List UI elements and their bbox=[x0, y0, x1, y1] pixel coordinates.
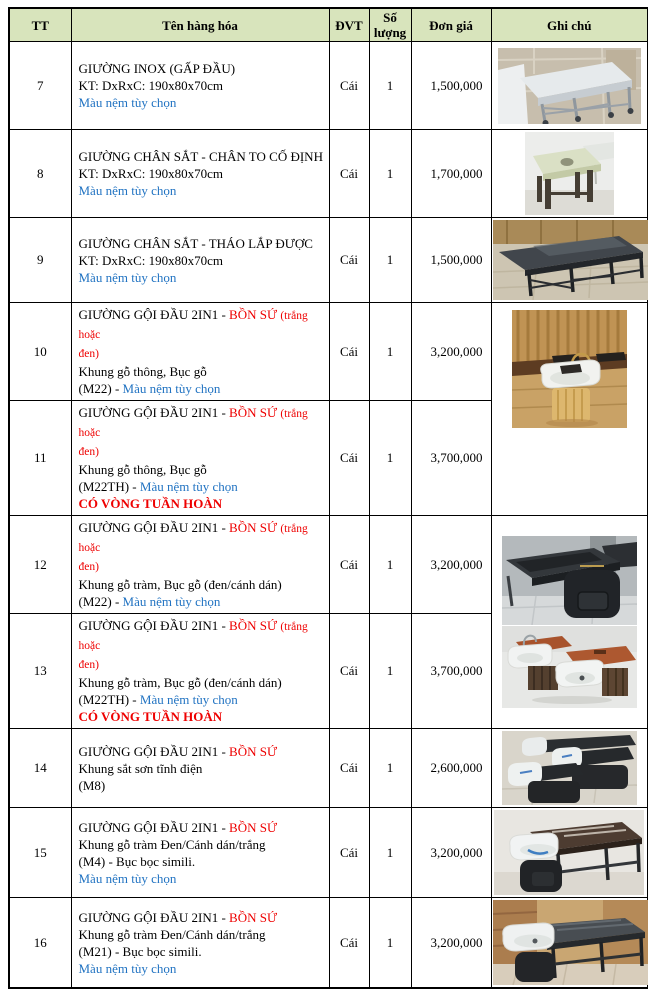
product-text: (M22TH) - bbox=[79, 479, 140, 494]
product-text: (trắng hoặc bbox=[79, 310, 308, 341]
product-text-line bbox=[79, 593, 325, 610]
product-text: GIƯỜNG CHÂN SẮT - THÁO LẮP ĐƯỢC bbox=[79, 236, 313, 251]
table-row bbox=[9, 218, 648, 303]
product-text-line bbox=[79, 943, 325, 960]
product-text: Khung gỗ tràm, Bục gỗ (đen/cánh dán) bbox=[79, 577, 282, 592]
color-option-link[interactable]: Màu nệm tùy chọn bbox=[79, 183, 177, 198]
product-text: (M21) - Bục bọc simili. bbox=[79, 944, 202, 959]
product-text: (M8) bbox=[79, 778, 106, 793]
product-name-cell bbox=[71, 614, 329, 729]
product-text-line bbox=[79, 252, 325, 269]
quantity-cell: 1 bbox=[369, 614, 411, 729]
product-text-line bbox=[79, 708, 325, 725]
header-note: Ghi chú bbox=[491, 8, 648, 42]
product-text: Khung gỗ thông, Bục gỗ bbox=[79, 364, 207, 379]
unit-price-cell: 3,200,000 bbox=[411, 303, 491, 401]
quantity-cell: 1 bbox=[369, 516, 411, 614]
product-name-cell bbox=[71, 729, 329, 808]
product-text: đen) bbox=[79, 446, 99, 458]
table-row bbox=[9, 898, 648, 989]
product-text: KT: DxRxC: 190x80x70cm bbox=[79, 78, 224, 93]
unit-price-cell: 3,700,000 bbox=[411, 614, 491, 729]
product-name-cell bbox=[71, 130, 329, 218]
quantity-cell: 1 bbox=[369, 42, 411, 130]
product-text: (trắng hoặc bbox=[79, 408, 308, 439]
photo-cell bbox=[491, 218, 648, 303]
product-text-line bbox=[79, 557, 325, 576]
product-text-line bbox=[79, 269, 325, 286]
unit-price-cell: 3,200,000 bbox=[411, 808, 491, 898]
product-text: BỒN SỨ bbox=[229, 405, 280, 420]
product-text: BỒN SỨ bbox=[229, 744, 277, 759]
product-text-line bbox=[79, 60, 325, 77]
product-photo-inox-bed bbox=[493, 48, 647, 124]
product-text-line bbox=[79, 617, 325, 655]
product-text: (M22TH) - bbox=[79, 692, 140, 707]
product-text: KT: DxRxC: 190x80x70cm bbox=[79, 253, 224, 268]
row-number-cell: 7 bbox=[9, 42, 71, 130]
quantity-cell: 1 bbox=[369, 303, 411, 401]
product-photo-black-shampoo-bed bbox=[493, 536, 647, 625]
price-table-body bbox=[9, 42, 648, 989]
product-text-line bbox=[79, 743, 325, 760]
row-number-cell: 13 bbox=[9, 614, 71, 729]
color-option-link[interactable]: Màu nệm tùy chọn bbox=[79, 871, 177, 886]
product-photo-black-shampoo-multi bbox=[493, 731, 647, 805]
unit-cell: Cái bbox=[329, 303, 369, 401]
product-text: CÓ VÒNG TUẦN HOÀN bbox=[79, 496, 223, 511]
product-text-line bbox=[79, 674, 325, 691]
product-text: Khung gỗ tràm Đen/Cánh dán/trắng bbox=[79, 837, 266, 852]
product-text-line bbox=[79, 344, 325, 363]
unit-cell: Cái bbox=[329, 898, 369, 989]
table-row bbox=[9, 303, 648, 401]
product-text-line bbox=[79, 148, 325, 165]
product-text: GIƯỜNG GỘI ĐẦU 2IN1 - bbox=[79, 744, 230, 759]
unit-cell: Cái bbox=[329, 42, 369, 130]
product-text-line bbox=[79, 306, 325, 344]
row-number-cell: 14 bbox=[9, 729, 71, 808]
product-text: đen) bbox=[79, 659, 99, 671]
color-option-link[interactable]: Màu nệm tùy chọn bbox=[140, 479, 238, 494]
product-text-line bbox=[79, 836, 325, 853]
color-option-link[interactable]: Màu nệm tùy chọn bbox=[79, 270, 177, 285]
product-text: CÓ VÒNG TUẦN HOÀN bbox=[79, 709, 223, 724]
product-text: BỒN SỨ bbox=[229, 618, 280, 633]
product-text-line bbox=[79, 77, 325, 94]
photo-cell bbox=[491, 898, 648, 989]
product-name-cell bbox=[71, 303, 329, 401]
product-text-line bbox=[79, 519, 325, 557]
color-option-link[interactable]: Màu nệm tùy chọn bbox=[123, 381, 221, 396]
product-text-line bbox=[79, 853, 325, 870]
product-photo-steel-leg-stool bbox=[493, 132, 647, 215]
color-option-link[interactable]: Màu nệm tùy chọn bbox=[140, 692, 238, 707]
product-text: (trắng hoặc bbox=[79, 621, 308, 652]
product-photo-glossy-shampoo-bed bbox=[493, 810, 647, 895]
product-text-line bbox=[79, 909, 325, 926]
product-text: GIƯỜNG INOX (GẤP ĐẦU) bbox=[79, 61, 236, 76]
product-text-line bbox=[79, 235, 325, 252]
product-text-line bbox=[79, 870, 325, 887]
product-text-line bbox=[79, 926, 325, 943]
product-text: GIƯỜNG GỘI ĐẦU 2IN1 - bbox=[79, 307, 230, 322]
product-text: BỒN SỨ bbox=[229, 520, 280, 535]
row-number-cell: 9 bbox=[9, 218, 71, 303]
table-row bbox=[9, 516, 648, 614]
product-text-line bbox=[79, 760, 325, 777]
unit-cell: Cái bbox=[329, 130, 369, 218]
product-text-line bbox=[79, 442, 325, 461]
product-text-line bbox=[79, 404, 325, 442]
header-unit: ĐVT bbox=[329, 8, 369, 42]
product-text-line bbox=[79, 461, 325, 478]
color-option-link[interactable]: Màu nệm tùy chọn bbox=[123, 594, 221, 609]
row-number-cell: 16 bbox=[9, 898, 71, 989]
photo-cell bbox=[491, 516, 648, 729]
header-quantity: Số lượng bbox=[369, 8, 411, 42]
unit-cell: Cái bbox=[329, 218, 369, 303]
photo-cell bbox=[491, 303, 648, 516]
quantity-cell: 1 bbox=[369, 898, 411, 989]
unit-cell: Cái bbox=[329, 614, 369, 729]
product-name-cell bbox=[71, 218, 329, 303]
product-text: BỒN SỨ bbox=[229, 820, 277, 835]
product-text: BỒN SỨ bbox=[229, 910, 277, 925]
product-name-cell bbox=[71, 898, 329, 989]
unit-price-cell: 1,700,000 bbox=[411, 130, 491, 218]
product-text-line bbox=[79, 363, 325, 380]
unit-cell: Cái bbox=[329, 516, 369, 614]
header-row bbox=[9, 8, 648, 42]
row-number-cell: 11 bbox=[9, 401, 71, 516]
photo-cell bbox=[491, 808, 648, 898]
product-text: (M22) - bbox=[79, 594, 123, 609]
product-photo-dark-steel-bed bbox=[493, 220, 647, 300]
photo-cell bbox=[491, 42, 648, 130]
product-text-line bbox=[79, 165, 325, 182]
product-photo-wood-shampoo-bed bbox=[493, 310, 647, 428]
quantity-cell: 1 bbox=[369, 130, 411, 218]
product-text: GIƯỜNG GỘI ĐẦU 2IN1 - bbox=[79, 910, 230, 925]
product-text: (M4) - Bục bọc simili. bbox=[79, 854, 196, 869]
product-name-cell bbox=[71, 42, 329, 130]
unit-price-cell: 3,700,000 bbox=[411, 401, 491, 516]
product-text-line bbox=[79, 94, 325, 111]
unit-cell: Cái bbox=[329, 808, 369, 898]
product-text-line bbox=[79, 691, 325, 708]
table-row bbox=[9, 130, 648, 218]
product-text: BỒN SỨ bbox=[229, 307, 280, 322]
unit-price-cell: 1,500,000 bbox=[411, 42, 491, 130]
header-product-name: Tên hàng hóa bbox=[71, 8, 329, 42]
product-text-line bbox=[79, 478, 325, 495]
product-name-cell bbox=[71, 808, 329, 898]
product-text-line bbox=[79, 777, 325, 794]
product-text-line bbox=[79, 576, 325, 593]
product-text: Khung gỗ thông, Bục gỗ bbox=[79, 462, 207, 477]
table-row bbox=[9, 42, 648, 130]
product-text-line bbox=[79, 655, 325, 674]
product-text: (trắng hoặc bbox=[79, 523, 308, 554]
color-option-link[interactable]: Màu nệm tùy chọn bbox=[79, 961, 177, 976]
quantity-cell: 1 bbox=[369, 218, 411, 303]
product-text: Khung gỗ tràm, Bục gỗ (đen/cánh dán) bbox=[79, 675, 282, 690]
header-unit-price: Đơn giá bbox=[411, 8, 491, 42]
product-text-line bbox=[79, 495, 325, 512]
photo-cell bbox=[491, 729, 648, 808]
product-text: GIƯỜNG GỘI ĐẦU 2IN1 - bbox=[79, 405, 230, 420]
product-photo-brown-shampoo-beds bbox=[493, 626, 647, 708]
unit-price-cell: 2,600,000 bbox=[411, 729, 491, 808]
table-row bbox=[9, 808, 648, 898]
product-text: đen) bbox=[79, 348, 99, 360]
product-text: (M22) - bbox=[79, 381, 123, 396]
unit-price-cell: 3,200,000 bbox=[411, 898, 491, 989]
product-text-line bbox=[79, 380, 325, 397]
product-text: đen) bbox=[79, 561, 99, 573]
price-table bbox=[8, 7, 648, 989]
product-text: Khung sắt sơn tĩnh điện bbox=[79, 761, 203, 776]
product-name-cell bbox=[71, 516, 329, 614]
row-number-cell: 12 bbox=[9, 516, 71, 614]
product-text: KT: DxRxC: 190x80x70cm bbox=[79, 166, 224, 181]
product-text-line bbox=[79, 182, 325, 199]
quantity-cell: 1 bbox=[369, 808, 411, 898]
table-header bbox=[9, 8, 648, 42]
product-photo-dark-top-shampoo-bed bbox=[493, 900, 647, 985]
row-number-cell: 8 bbox=[9, 130, 71, 218]
header-tt: TT bbox=[9, 8, 71, 42]
product-text: GIƯỜNG CHÂN SẮT - CHÂN TO CỐ ĐỊNH bbox=[79, 149, 323, 164]
product-text: GIƯỜNG GỘI ĐẦU 2IN1 - bbox=[79, 520, 230, 535]
product-text-line bbox=[79, 819, 325, 836]
unit-cell: Cái bbox=[329, 401, 369, 516]
row-number-cell: 10 bbox=[9, 303, 71, 401]
quantity-cell: 1 bbox=[369, 401, 411, 516]
row-number-cell: 15 bbox=[9, 808, 71, 898]
photo-cell bbox=[491, 130, 648, 218]
product-text: GIƯỜNG GỘI ĐẦU 2IN1 - bbox=[79, 820, 230, 835]
table-row bbox=[9, 729, 648, 808]
product-text: GIƯỜNG GỘI ĐẦU 2IN1 - bbox=[79, 618, 230, 633]
color-option-link[interactable]: Màu nệm tùy chọn bbox=[79, 95, 177, 110]
quantity-cell: 1 bbox=[369, 729, 411, 808]
product-text: Khung gỗ tràm Đen/Cánh dán/trắng bbox=[79, 927, 266, 942]
product-text-line bbox=[79, 960, 325, 977]
unit-cell: Cái bbox=[329, 729, 369, 808]
unit-price-cell: 1,500,000 bbox=[411, 218, 491, 303]
product-name-cell bbox=[71, 401, 329, 516]
unit-price-cell: 3,200,000 bbox=[411, 516, 491, 614]
